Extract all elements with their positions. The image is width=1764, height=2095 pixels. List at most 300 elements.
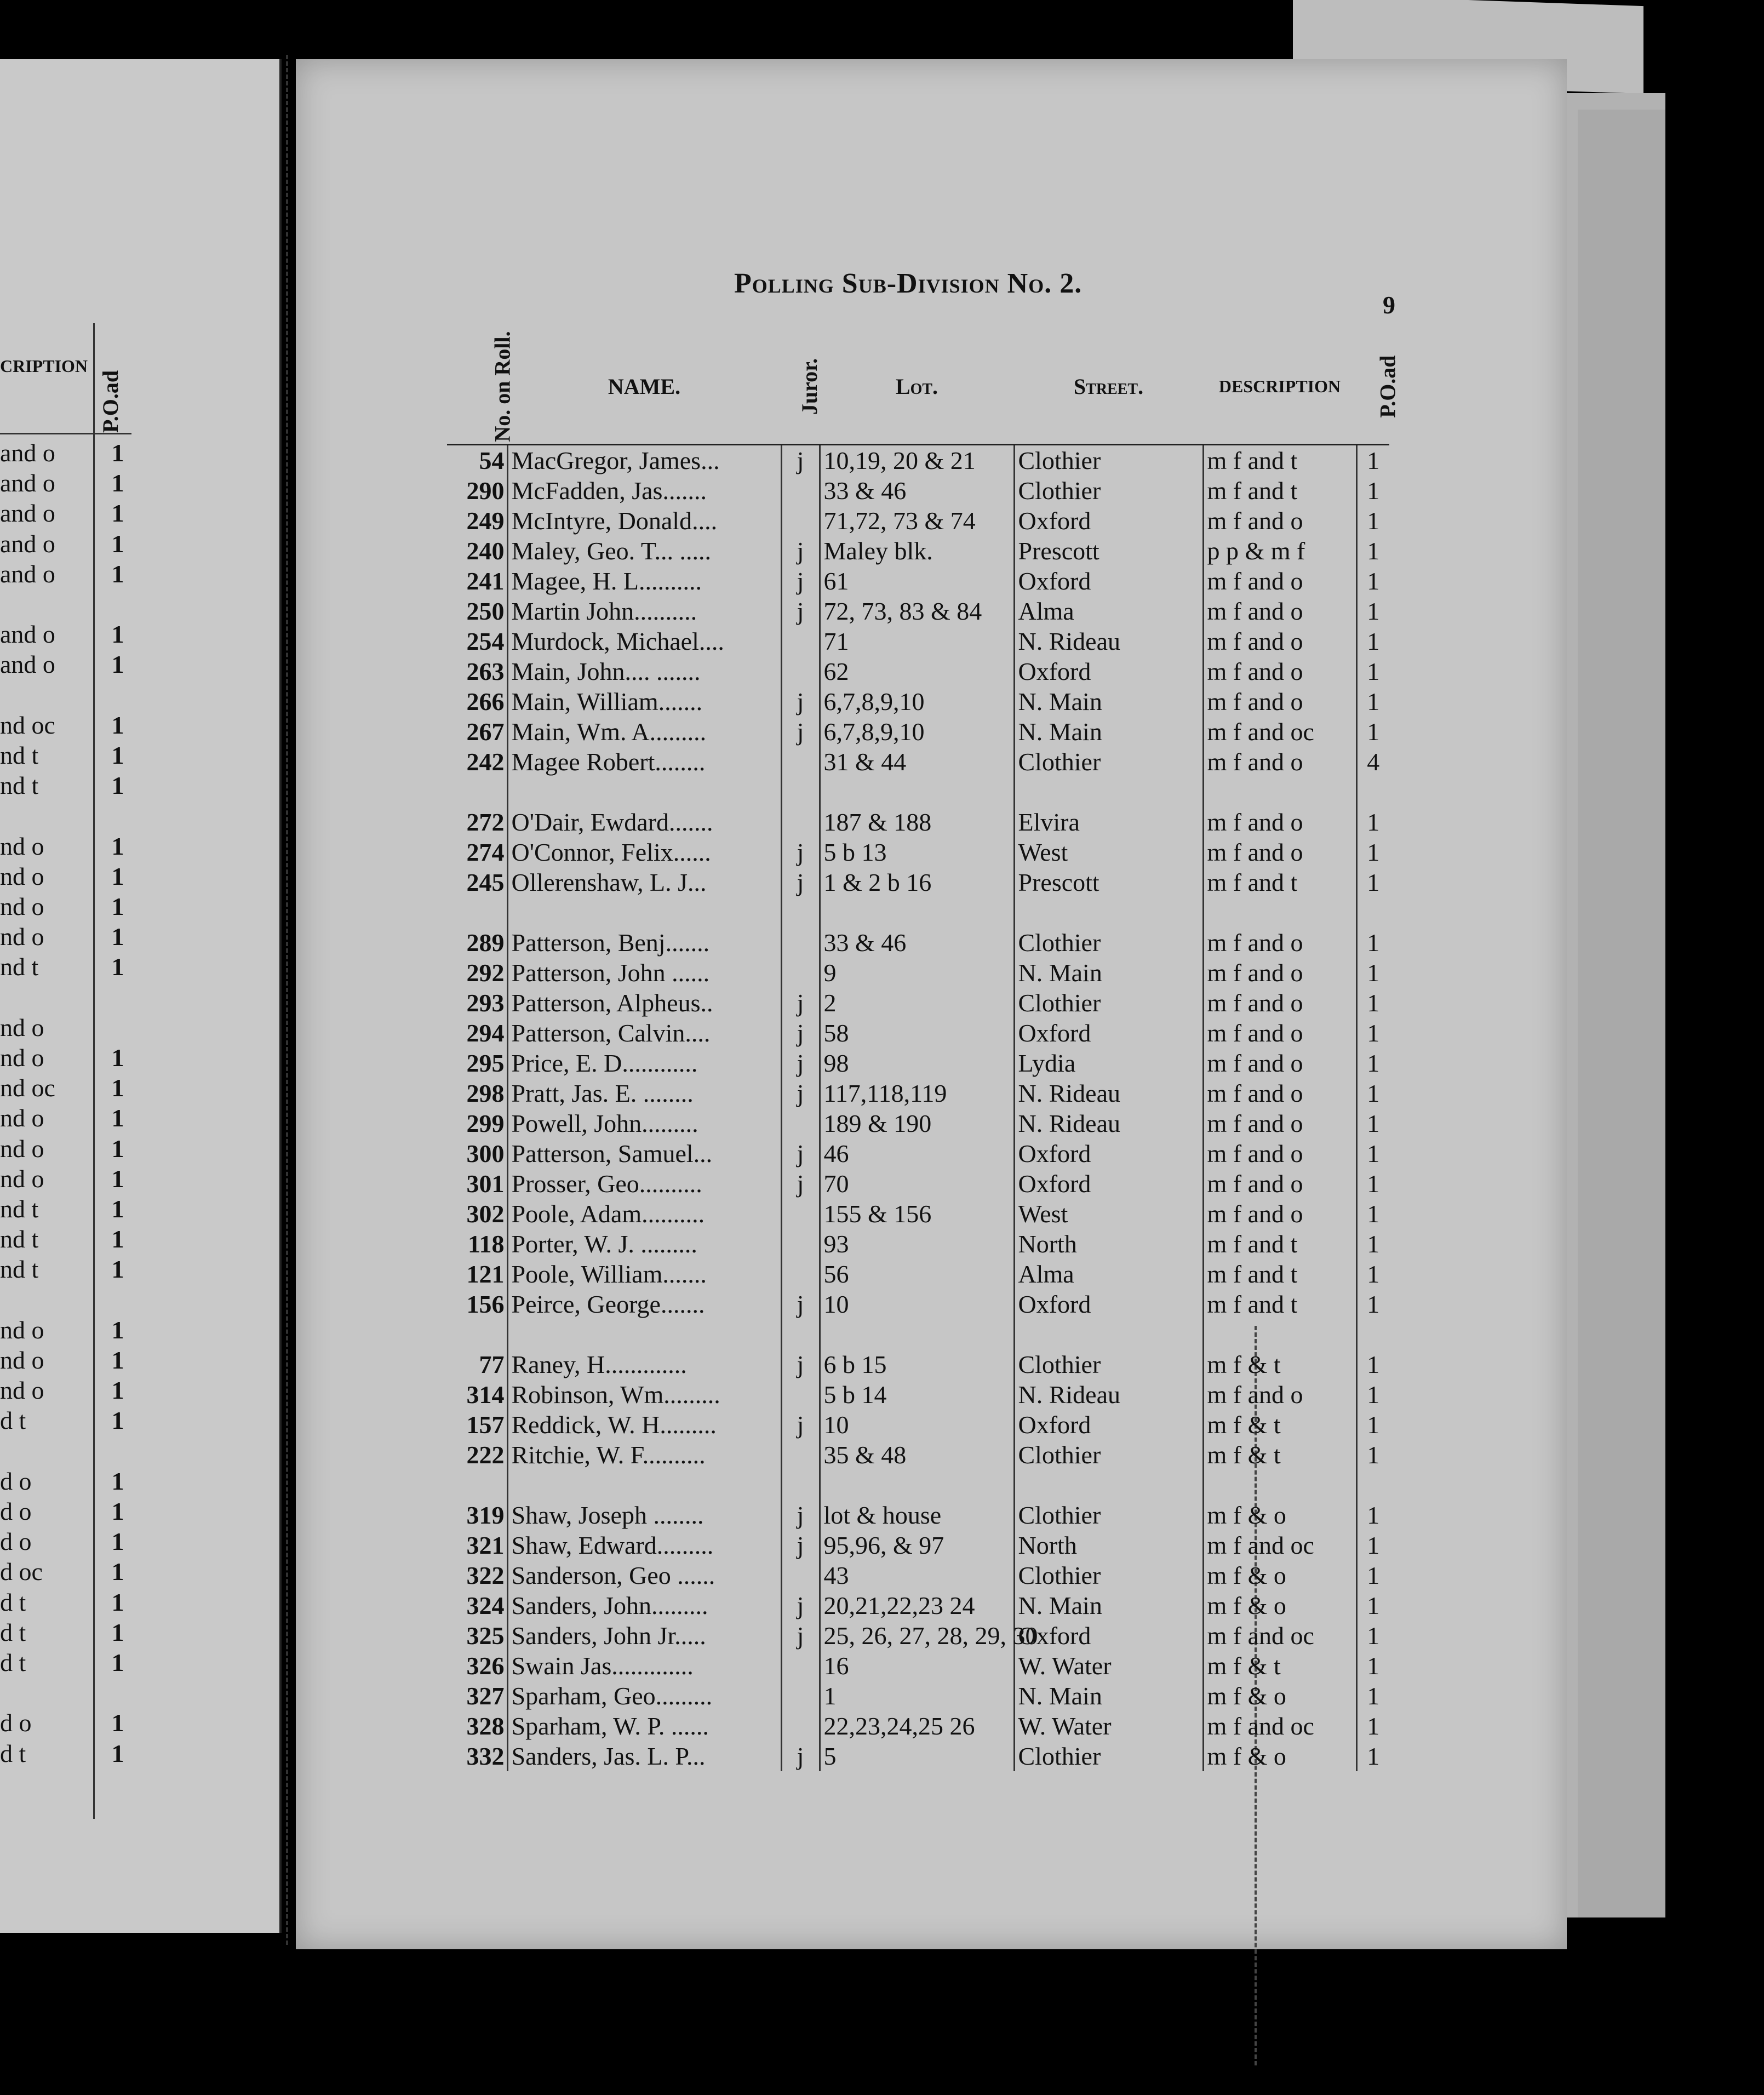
juror-cell [781,958,820,988]
left-po-ad-cell: 1 [111,559,124,588]
left-description-cell [0,983,93,1013]
column-header-name: NAME. [507,329,781,445]
left-description-cell [0,589,93,620]
left-po-ad-cell: 1 [111,1648,124,1676]
empty-cell [1356,1319,1389,1349]
name-cell: Magee Robert........ [507,747,781,777]
po-ad-cell: 1 [1356,988,1389,1018]
juror-cell [781,807,820,837]
column-header-juror: Juror. [781,329,820,445]
roll-number-cell: 319 [466,1501,505,1529]
street-cell: W. Water [1014,1651,1203,1681]
left-po-ad-cell: 1 [111,439,124,467]
po-ad-cell: 1 [1356,807,1389,837]
left-description-cell: d o [0,1467,32,1495]
street-cell: N. Main [1014,717,1203,747]
street-cell: Elvira [1014,807,1203,837]
lot-cell: 117,118,119 [820,1078,1014,1108]
juror-cell: j [781,867,820,897]
table-row [447,1741,1389,1771]
name-cell: McFadden, Jas....... [507,476,781,506]
roll-number-cell: 326 [466,1652,505,1680]
juror-cell [781,656,820,686]
roll-number-cell: 290 [466,477,505,505]
juror-cell: j [781,1289,820,1319]
left-po-ad-cell: 1 [111,1467,124,1495]
table-row [447,1259,1389,1289]
table-row [447,1440,1389,1470]
left-po-ad-cell: 1 [111,741,124,769]
roll-number-cell: 302 [466,1200,505,1228]
street-cell: Alma [1014,1259,1203,1289]
empty-cell [1356,897,1389,928]
lot-cell: 189 & 190 [820,1108,1014,1138]
po-ad-cell: 1 [1356,1711,1389,1741]
description-cell: m f & t [1203,1349,1356,1380]
left-po-ad-cell: 1 [111,832,124,860]
left-description-cell: d o [0,1709,32,1737]
table-row [447,1590,1389,1621]
voters-roll-table [447,329,1400,1771]
street-cell: Clothier [1014,1560,1203,1590]
name-cell: O'Connor, Felix...... [507,837,781,867]
juror-cell [781,1560,820,1590]
name-cell: Reddick, W. H......... [507,1410,781,1440]
juror-cell: j [781,596,820,626]
po-ad-cell: 1 [1356,1289,1389,1319]
po-ad-cell: 1 [1356,1349,1389,1380]
description-cell: m f and o [1203,656,1356,686]
street-cell: N. Main [1014,1681,1203,1711]
left-po-ad-cell: 1 [111,620,124,649]
street-cell: Clothier [1014,476,1203,506]
roll-number-cell: 322 [466,1561,505,1589]
juror-cell: j [781,1741,820,1771]
empty-cell [781,1470,820,1500]
juror-cell [781,1681,820,1711]
description-cell: m f & o [1203,1741,1356,1771]
roll-number-cell: 274 [466,838,505,866]
left-description-cell: and o [0,620,55,649]
roll-number-cell: 299 [466,1109,505,1137]
left-description-cell: d oc [0,1558,43,1586]
left-po-ad-cell [107,589,129,620]
roll-number-cell: 157 [466,1411,505,1439]
street-cell: Clothier [1014,1500,1203,1530]
roll-number-cell: 289 [466,929,505,957]
description-cell: m f and o [1203,807,1356,837]
name-cell: Patterson, John ...... [507,958,781,988]
juror-cell: j [781,1048,820,1078]
left-po-ad-cell: 1 [111,1618,124,1646]
left-po-ad-cell [107,1285,129,1315]
lot-cell: 10,19, 20 & 21 [820,445,1014,476]
description-cell: m f and t [1203,1259,1356,1289]
table-row [447,958,1389,988]
left-po-ad-cell: 1 [111,711,124,739]
roll-number-cell: 294 [466,1019,505,1047]
juror-cell: j [781,536,820,566]
table-row [447,506,1389,536]
left-po-ad-cell: 1 [111,469,124,497]
table-row [447,837,1389,867]
roll-number-cell: 54 [479,447,505,474]
left-description-cell: nd t [0,741,39,769]
left-po-ad-cell: 1 [111,529,124,558]
column-header-no-on-roll: No. on Roll. [447,329,507,445]
roll-number-cell: 121 [466,1260,505,1288]
juror-cell: j [781,837,820,867]
description-cell: m f & o [1203,1590,1356,1621]
name-cell: Sanderson, Geo ...... [507,1560,781,1590]
section-gap-row [447,777,1389,807]
name-cell: Ollerenshaw, L. J... [507,867,781,897]
empty-cell [781,777,820,807]
juror-cell: j [781,1621,820,1651]
left-description-cell: nd t [0,1225,39,1253]
section-gap-row [447,1470,1389,1500]
page-number: 9 [1383,291,1395,319]
roll-number-cell: 118 [468,1230,505,1258]
left-description-cell: nd o [0,1376,44,1405]
lot-cell: 35 & 48 [820,1440,1014,1470]
empty-cell [781,897,820,928]
lot-cell: 56 [820,1259,1014,1289]
name-cell: Sanders, John Jr..... [507,1621,781,1651]
book-spine [286,55,294,1945]
table-row [447,1560,1389,1590]
left-po-ad-cell: 1 [111,953,124,981]
name-cell: Main, John.... ....... [507,656,781,686]
empty-cell [1203,777,1356,807]
left-description-cell: nd oc [0,711,55,739]
juror-cell: j [781,717,820,747]
roll-number-cell: 156 [466,1290,505,1318]
table-row [447,536,1389,566]
description-cell: m f & t [1203,1440,1356,1470]
roll-number-cell: 328 [466,1712,505,1740]
left-po-ad-cell: 1 [111,1709,124,1737]
juror-cell [781,1440,820,1470]
table-row [447,445,1389,476]
juror-cell [781,1229,820,1259]
street-cell: Prescott [1014,867,1203,897]
roll-number-cell: 249 [466,507,505,535]
street-cell: Lydia [1014,1048,1203,1078]
lot-cell: 71 [820,626,1014,656]
table-row [447,1500,1389,1530]
name-cell: Magee, H. L.......... [507,566,781,596]
left-description-cell: d t [0,1648,26,1676]
empty-cell [507,777,781,807]
juror-cell: j [781,1349,820,1380]
roll-number-cell: 327 [466,1682,505,1710]
po-ad-cell: 1 [1356,596,1389,626]
left-description-cell: and o [0,559,55,588]
juror-cell: j [781,1018,820,1048]
po-ad-cell: 1 [1356,1741,1389,1771]
left-po-ad-cell: 1 [111,650,124,679]
name-cell: Patterson, Alpheus.. [507,988,781,1018]
table-row [447,717,1389,747]
description-cell: m f and o [1203,596,1356,626]
name-cell: Maley, Geo. T... ..... [507,536,781,566]
juror-cell [781,626,820,656]
voters-roll-body [447,445,1389,1772]
section-gap-row [447,897,1389,928]
lot-cell: 5 [820,1741,1014,1771]
left-description-cell: d t [0,1588,26,1616]
street-cell: Clothier [1014,1440,1203,1470]
street-cell: North [1014,1229,1203,1259]
po-ad-cell: 1 [1356,1530,1389,1560]
left-description-cell: nd oc [0,1074,55,1102]
lot-cell: 46 [820,1138,1014,1169]
left-description-cell: nd o [0,892,44,920]
name-cell: Sanders, John......... [507,1590,781,1621]
name-cell: Porter, W. J. ......... [507,1229,781,1259]
lot-cell: 5 b 13 [820,837,1014,867]
roll-number-cell: 241 [466,567,505,595]
description-cell: m f and t [1203,476,1356,506]
po-ad-cell: 1 [1356,1108,1389,1138]
left-po-ad-cell: 1 [111,1225,124,1253]
left-description-cell: d t [0,1739,26,1767]
roll-number-cell: 314 [466,1381,505,1409]
table-row [447,1651,1389,1681]
po-ad-cell: 1 [1356,1681,1389,1711]
juror-cell [781,1651,820,1681]
roll-number-cell: 298 [466,1079,505,1107]
street-cell: North [1014,1530,1203,1560]
description-cell: m f and t [1203,1289,1356,1319]
left-description-cell: and o [0,439,55,467]
back-page-edge [1578,110,1665,1917]
left-po-header: P.O.ad [98,370,123,433]
table-row [447,1108,1389,1138]
description-cell: m f and o [1203,626,1356,656]
left-po-ad-cell: 1 [111,1255,124,1284]
street-cell: Clothier [1014,747,1203,777]
juror-cell [781,928,820,958]
table-row [447,1289,1389,1319]
po-ad-cell: 1 [1356,1078,1389,1108]
left-description-cell: nd t [0,1195,39,1223]
description-cell: m f & o [1203,1560,1356,1590]
roll-number-cell: 324 [466,1592,505,1619]
name-cell: Patterson, Benj....... [507,928,781,958]
lot-cell: 155 & 156 [820,1199,1014,1229]
table-row [447,1048,1389,1078]
name-cell: Peirce, George....... [507,1289,781,1319]
po-ad-cell: 1 [1356,1138,1389,1169]
table-row [447,476,1389,506]
street-cell: Oxford [1014,1621,1203,1651]
po-ad-cell: 1 [1356,1621,1389,1651]
left-po-ad-cell [107,1013,129,1043]
column-header-street: Street. [1014,329,1203,445]
left-po-ad-cell: 1 [111,1588,124,1616]
left-column-rule [93,323,95,1819]
street-cell: N. Main [1014,686,1203,717]
empty-cell [1014,1319,1203,1349]
name-cell: Poole, William....... [507,1259,781,1289]
left-po-ad-cell: 1 [111,1558,124,1586]
street-cell: N. Rideau [1014,1078,1203,1108]
table-row [447,1349,1389,1380]
left-po-ad-cell [107,983,129,1013]
roll-number-cell: 293 [466,989,505,1017]
name-cell: Shaw, Joseph ........ [507,1500,781,1530]
juror-cell: j [781,1138,820,1169]
street-cell: Clothier [1014,445,1203,476]
name-cell: Shaw, Edward......... [507,1530,781,1560]
left-po-ad-cell: 1 [111,1044,124,1072]
left-description-cell: nd o [0,1134,44,1163]
left-po-ad-cell: 1 [111,771,124,800]
lot-cell: lot & house [820,1500,1014,1530]
empty-cell [1356,1470,1389,1500]
left-po-ad-cell: 1 [111,1739,124,1767]
lot-cell: 71,72, 73 & 74 [820,506,1014,536]
lot-cell: 20,21,22,23 24 [820,1590,1014,1621]
street-cell: W. Water [1014,1711,1203,1741]
empty-cell [820,1319,1014,1349]
description-cell: m f and o [1203,837,1356,867]
empty-cell [447,1319,507,1349]
left-po-ad-cell: 1 [111,1497,124,1525]
table-row [447,1530,1389,1560]
lot-cell: 6 b 15 [820,1349,1014,1380]
street-cell: Oxford [1014,1018,1203,1048]
po-ad-cell: 1 [1356,1560,1389,1590]
roll-number-cell: 240 [466,537,505,565]
left-po-ad-cell: 1 [111,499,124,528]
left-description-cell: d t [0,1618,26,1646]
juror-cell [781,1108,820,1138]
lot-cell: 98 [820,1048,1014,1078]
table-row [447,656,1389,686]
lot-cell: 1 & 2 b 16 [820,867,1014,897]
empty-cell [820,1470,1014,1500]
street-cell: N. Rideau [1014,1108,1203,1138]
left-description-cell [0,680,93,711]
left-po-ad-cell [107,680,129,711]
table-row [447,1229,1389,1259]
table-row [447,566,1389,596]
roll-number-cell: 222 [466,1441,505,1469]
page-title: Polling Sub-Division No. 2. [734,268,1083,299]
name-cell: Prosser, Geo.......... [507,1169,781,1199]
left-po-ad-cell: 1 [111,1406,124,1435]
juror-cell [781,1380,820,1410]
juror-cell: j [781,1078,820,1108]
description-cell: m f and t [1203,445,1356,476]
empty-cell [1356,777,1389,807]
left-header-rule [0,433,131,434]
description-cell: m f and oc [1203,1530,1356,1560]
description-cell: m f and o [1203,1018,1356,1048]
lot-cell: 43 [820,1560,1014,1590]
table-row [447,1380,1389,1410]
street-cell: N. Main [1014,958,1203,988]
description-cell: m f and o [1203,1169,1356,1199]
lot-cell: 6,7,8,9,10 [820,686,1014,717]
left-description-cell: nd o [0,1044,44,1072]
table-header-row [447,329,1389,445]
left-po-ad-cell: 1 [111,1104,124,1132]
lot-cell: 93 [820,1229,1014,1259]
description-cell: m f and o [1203,928,1356,958]
left-po-ad-cell [107,1678,129,1708]
street-cell: Oxford [1014,566,1203,596]
left-description-cell: nd o [0,1104,44,1132]
description-cell: m f and o [1203,747,1356,777]
name-cell: Main, Wm. A......... [507,717,781,747]
roll-number-cell: 77 [479,1350,505,1378]
left-description-cell: nd t [0,771,39,800]
po-ad-cell: 1 [1356,445,1389,476]
left-description-cell: d o [0,1497,32,1525]
lot-cell: 6,7,8,9,10 [820,717,1014,747]
empty-cell [507,897,781,928]
left-description-cell: nd o [0,832,44,860]
empty-cell [447,1470,507,1500]
name-cell: Patterson, Samuel... [507,1138,781,1169]
lot-cell: 70 [820,1169,1014,1199]
po-ad-cell: 1 [1356,928,1389,958]
street-cell: Oxford [1014,1169,1203,1199]
description-cell: m f and o [1203,1138,1356,1169]
name-cell: McIntyre, Donald.... [507,506,781,536]
column-header-po-ad: P.O.ad [1356,329,1389,445]
lot-cell: 9 [820,958,1014,988]
left-po-ad-cell: 1 [111,1164,124,1193]
po-ad-cell: 1 [1356,867,1389,897]
street-cell: Oxford [1014,1289,1203,1319]
juror-cell: j [781,1530,820,1560]
table-row [447,596,1389,626]
table-row [447,686,1389,717]
name-cell: Sanders, Jas. L. P... [507,1741,781,1771]
name-cell: Martin John.......... [507,596,781,626]
name-cell: Pratt, Jas. E. ........ [507,1078,781,1108]
description-cell: m f and o [1203,506,1356,536]
roll-number-cell: 267 [466,718,505,746]
street-cell: N. Main [1014,1590,1203,1621]
left-description-cell: nd o [0,1164,44,1193]
left-po-ad-cell: 1 [111,1346,124,1374]
street-cell: Clothier [1014,928,1203,958]
po-ad-cell: 1 [1356,1199,1389,1229]
table-row [447,1199,1389,1229]
table-row [447,1078,1389,1108]
empty-cell [507,1470,781,1500]
name-cell: Sparham, W. P. ...... [507,1711,781,1741]
lot-cell: 95,96, & 97 [820,1530,1014,1560]
name-cell: Price, E. D............ [507,1048,781,1078]
lot-cell: 33 & 46 [820,476,1014,506]
roll-number-cell: 272 [466,808,505,836]
left-description-cell [0,801,93,831]
table-row [447,1169,1389,1199]
po-ad-cell: 1 [1356,476,1389,506]
roll-number-cell: 266 [466,688,505,715]
lot-cell: Maley blk. [820,536,1014,566]
juror-cell: j [781,988,820,1018]
description-cell: m f and t [1203,867,1356,897]
lot-cell: 10 [820,1410,1014,1440]
